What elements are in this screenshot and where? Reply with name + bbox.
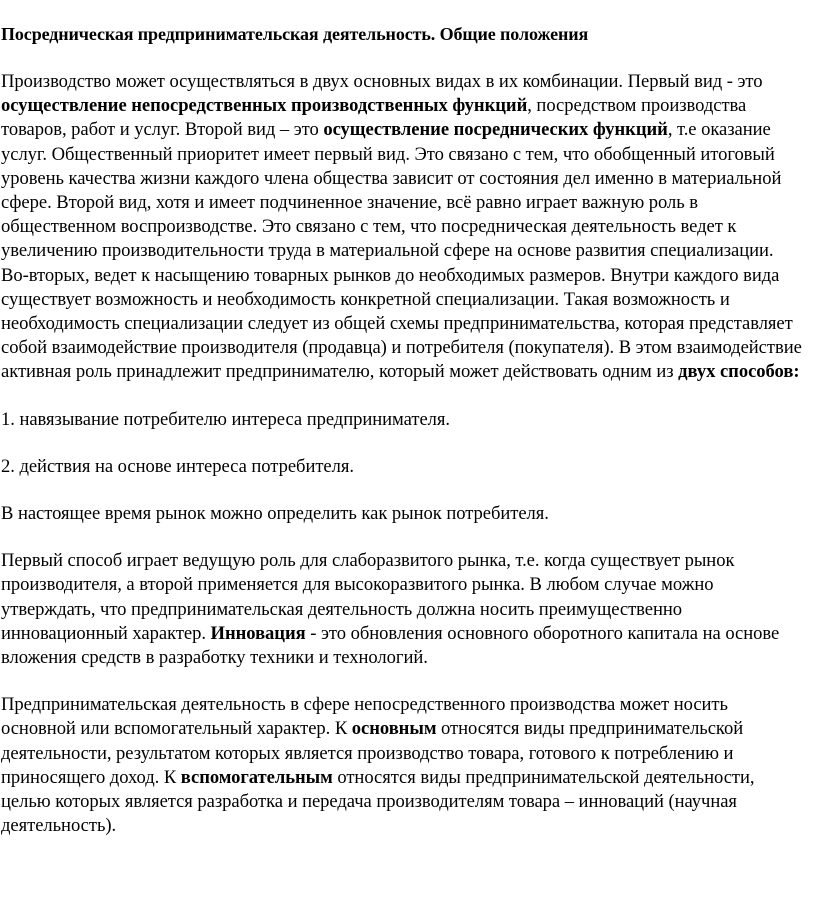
- spacer: [1, 526, 802, 549]
- paragraph-production-types: [1, 70, 802, 385]
- paragraph-text: , посредством производства товаров, работ и услуг. Второй вид – это: [1, 95, 747, 141]
- bold-term-auxiliary: вспомогательным: [180, 766, 333, 788]
- spacer: [1, 432, 802, 455]
- list-item-1: 1. навязывание потребителю интереса предпринимателя.: [1, 408, 450, 430]
- bold-term-intermediary-functions: осуществление посреднических функций: [323, 119, 668, 141]
- bold-term-direct-functions: осуществление непосредственных производственных функций: [1, 95, 528, 117]
- spacer: [1, 46, 802, 70]
- bold-term-two-ways: двух способов:: [678, 361, 800, 383]
- paragraph-text: относятся виды предпринимательской деятельности, результатом которых является производство товара, готового к потреблению и приносящего доход. К: [1, 718, 744, 788]
- paragraph-innovation: [1, 549, 802, 670]
- spacer: [1, 670, 802, 693]
- list-item-2: 2. действия на основе интереса потребителя.: [1, 455, 354, 477]
- bold-term-main: основным: [351, 718, 437, 740]
- spacer: [1, 385, 802, 408]
- paragraph-text: , т.е оказание услуг. Общественный приоритет имеет первый вид. Это связано с тем, что обобщенный итоговый уровень качества жизни каждого члена общества зависит от состояния дел именно в материальной сфере. Второй вид, хотя и имеет подчиненное значение, всё равно играет важную роль в общественном воспроизводстве. Это связано с тем, что посредническая деятельность ведет к увеличению производительности труда в материальной сфере на основе развития специализации. Во-вторых, ведет к насыщению товарных рынков до необходимых размеров. Внутри каждого вида существует возможность и необходимость конкретной специализации. Такая возможность и необходимость специализации следует из общей схемы предпринимательства, которая представляет собой взаимодействие производителя (продавца) и потребителя (покупателя). В этом взаимодействие активная роль принадлежит предпринимателю, который может действовать одним из: [1, 119, 802, 383]
- document-title: Посредническая предпринимательская деятельность. Общие положения: [1, 24, 589, 44]
- paragraph-consumer-market: В настоящее время рынок можно определить как рынок потребителя.: [1, 503, 549, 525]
- paragraph-text: - это обновления основного оборотного капитала на основе вложения средств в разработку техники и технологий.: [1, 622, 780, 669]
- paragraph-text: относятся виды предпринимательской деятельности, целью которых является разработка и передача производителям товара – инноваций (научная деятельность).: [1, 766, 755, 837]
- spacer: [1, 479, 802, 502]
- paragraph-main-auxiliary: [1, 693, 802, 838]
- paragraph-text: Первый способ играет ведущую роль для слаборазвитого рынка, т.е. когда существует рынок производителя, а второй применяется для высокоразвитого рынка. В любом случае можно утверждать, что предпринимательская деятельность должна носить преимущественно инновационный характер.: [1, 550, 735, 644]
- bold-term-innovation: Инновация: [210, 622, 306, 644]
- paragraph-text: Предпринимательская деятельность в сфере непосредственного производства может носить основной или вспомогательный характер. К: [1, 694, 728, 740]
- paragraph-text: Производство может осуществляться в двух основных видах в их комбинации. Первый вид - это: [1, 71, 763, 92]
